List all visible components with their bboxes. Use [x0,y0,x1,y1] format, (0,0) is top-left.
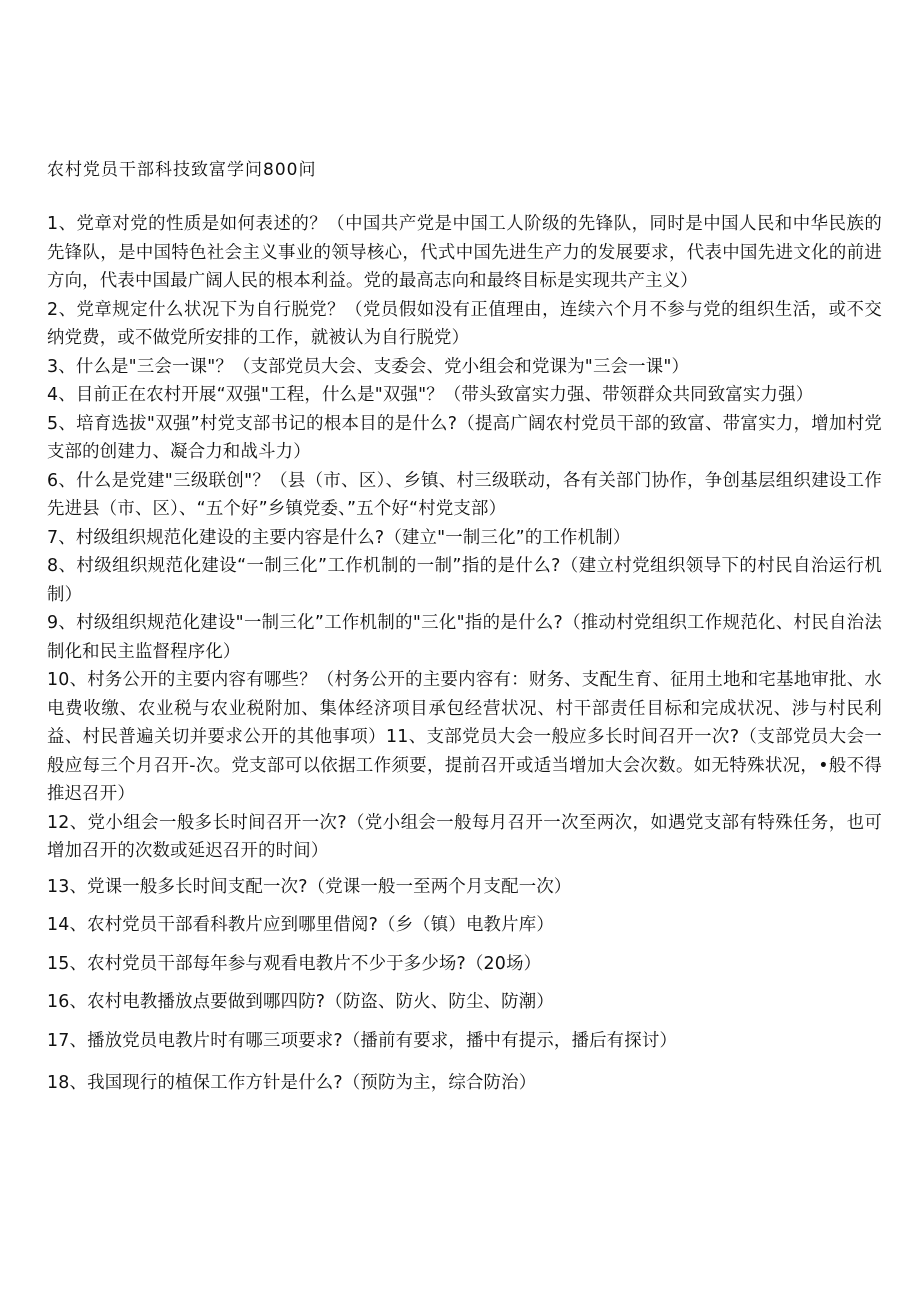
document-body [47,210,882,1098]
list-item: 14、农村党员干部看科教片应到哪里借阅?（乡（镇）电教片库） [47,915,554,935]
list-item: 1、党章对党的性质是如何表述的？（中国共产党是中国工人阶级的先锋队，同时是中国人民和中华民族的先锋队，是中国特色社会主义事业的领导核心，代式中国先进生产力的发展要求，代表中国先进文化的前进方向，代表中国最广阔人民的根本利益。党的最高志向和最终目标是实现共产主义） [47,214,882,291]
list-item: 16、农村电教播放点要做到哪四防?（防盗、防火、防尘、防潮） [47,992,554,1012]
list-item: 17、播放党员电教片时有哪三项要求?（播前有要求，播中有提示，播后有探讨） [47,1030,678,1051]
list-item: 13、党课一般多长时间支配一次?（党课一般一至两个月支配一次） [47,876,572,897]
list-item: 2、党章规定什么状况下为自行脱党？（党员假如没有正值理由，连续六个月不参与党的组织生活，或不交纳党费，或不做党所安排的工作，就被认为自行脱党） [47,299,882,348]
list-item: 18、我国现行的植保工作方针是什么?（预防为主，综合防治） [47,1073,537,1093]
list-item: 8、村级组织规范化建设“一制三化”工作机制的一制”指的是什么?（建立村党组织领导下的村民自治运行机制） [47,556,882,605]
list-item: 4、目前正在农村开展“双强"工程，什么是"双强"？（带头致富实力强、带领群众共同致富实力强） [47,385,814,405]
list-item: 7、村级组织规范化建设的主要内容是什么?（建立"一制三化”的工作机制） [47,527,631,548]
list-item: 15、农村党员干部每年参与观看电教片不少于多少场?（20场） [47,953,542,974]
document-title: 农村党员干部科技致富学问800问 [47,160,317,180]
list-item: 12、党小组会一般多长时间召开一次?（党小组会一般每月召开一次至两次，如遇党支部有特殊任务，也可增加召开的次数或延迟召开的时间） [47,812,882,861]
list-item: 3、什么是"三会一课"？（支部党员大会、支委会、党小组会和党课为"三会一课"） [47,356,690,377]
list-item: 5、培育选拔"双强”村党支部书记的根本目的是什么?（提高广阔农村党员干部的致富、带富实力，增加村党支部的创建力、凝合力和战斗力） [47,413,882,462]
list-item: 10、村务公开的主要内容有哪些？（村务公开的主要内容有：财务、支配生育、征用土地和宅基地审批、水电费收缴、农业税与农业税附加、集体经济项目承包经营状况、村干部责任目标和完成状况、涉与村民利益、村民普遍关切并要求公开的其他事项）11、支部党员大会一般应多长时间召开一次?（支部党员大会一般应每三个月召开-次。党支部可以依据工作须要，提前召开或适当增加大会次数。如无特殊状况，•般不得推迟召开） [47,670,882,804]
list-item: 9、村级组织规范化建设"一制三化”工作机制的"三化"指的是什么?（推动村党组织工作规范化、村民自治法制化和民主监督程序化） [47,613,882,662]
list-item: 6、什么是党建"三级联创"？（县（市、区）、乡镇、村三级联动，各有关部门协作，争创基层组织建设工作先进县（市、区）、“五个好”乡镇党委、”五个好“村党支部） [47,470,882,519]
